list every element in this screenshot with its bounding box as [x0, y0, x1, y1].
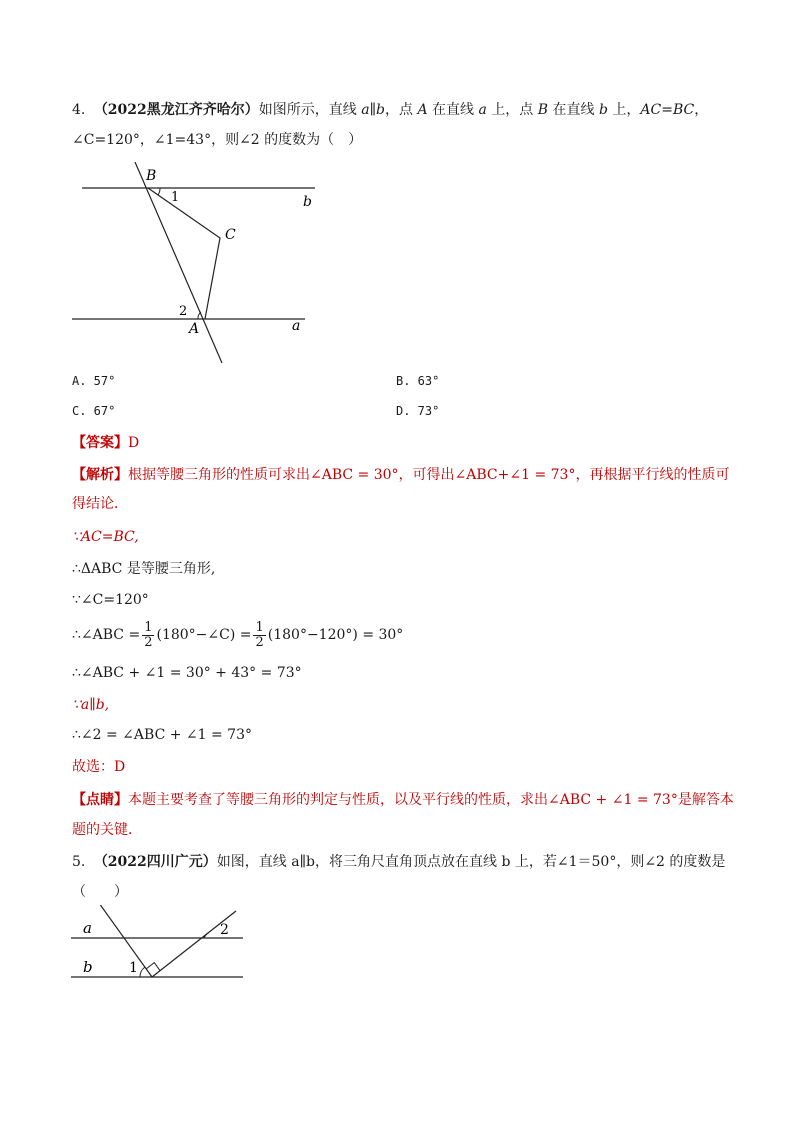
analysis-text: 根据等腰三角形的性质可求出∠ABC = 30°，可得出∠ABC+∠1 = 73°，再根据平行线的性质可 — [128, 467, 730, 483]
q4-step-2: ∴ΔABC 是等腰三角形, — [72, 561, 216, 577]
q4-option-c[interactable]: C. 67° — [72, 404, 116, 418]
q4-option-b[interactable]: B. 63° — [396, 374, 440, 388]
q4-conclusion — [72, 757, 125, 777]
q4-stem-text: 在直线 — [427, 102, 479, 118]
q4-stem-text: ， — [694, 102, 709, 118]
q4-stem-parallel: a∥b — [361, 102, 386, 118]
q4-step-1: ∵AC=BC, — [72, 529, 139, 545]
angle-1-arc — [158, 188, 160, 195]
fraction-half — [253, 621, 265, 650]
q4-stem-line2: ∠C=120°，∠1=43°，则∠2 的度数为（ ） — [72, 132, 363, 148]
right-angle-mark — [146, 963, 160, 971]
segments-bc-ca — [148, 188, 220, 319]
label-2: 2 — [179, 304, 188, 319]
label-A: A — [189, 321, 200, 337]
fraction-denominator: 2 — [255, 634, 264, 650]
step4-mid: (180°−∠C) = — [156, 627, 252, 643]
fraction-denominator: 2 — [144, 634, 153, 650]
conclusion-label: 故选： — [72, 759, 114, 775]
q4-stem-text: 上，点 — [486, 102, 538, 118]
answer-value: D — [128, 435, 140, 451]
angle-1-arc — [140, 967, 145, 977]
q4-answer — [72, 433, 139, 453]
q5-source: （2022四川广元） — [93, 854, 217, 870]
q4-step-4 — [72, 620, 403, 650]
q4-stem-condition: AC=BC — [640, 102, 695, 118]
q4-figure — [60, 155, 330, 370]
q4-comment-line2: 题的关键． — [72, 822, 142, 838]
q4-step-6: ∵a∥b, — [72, 697, 110, 713]
step4-lhs: ∴∠ABC = — [72, 627, 141, 643]
q4-stem-text: 上， — [607, 102, 641, 118]
q5-stem-line2: （ ） — [72, 884, 128, 900]
conclusion-value: D — [114, 759, 126, 775]
q4-stem-line: b — [598, 102, 608, 118]
q4-source: （2022黑龙江齐齐哈尔） — [93, 102, 259, 118]
q4-step-5: ∴∠ABC + ∠1 = 30° + 43° = 73° — [72, 665, 302, 681]
q4-comment-line1 — [72, 790, 734, 810]
q4-stem-point: B — [537, 102, 549, 118]
q4-option-d[interactable]: D. 73° — [396, 404, 440, 418]
q4-stem-text: ，点 — [385, 102, 418, 118]
step4-rhs: (180°−120°) = 30° — [267, 627, 404, 643]
label-a: a — [292, 318, 301, 334]
angle-2-arc — [198, 312, 201, 319]
q4-stem-text: 如图所示，直线 — [258, 102, 362, 118]
q4-stem-line1 — [72, 100, 708, 120]
label-2: 2 — [220, 922, 229, 938]
answer-tag: 【答案】 — [72, 435, 128, 451]
q4-analysis-line1 — [72, 465, 729, 485]
q4-step-3: ∵∠C=120° — [72, 592, 149, 608]
label-1: 1 — [171, 190, 180, 205]
label-C: C — [225, 227, 236, 243]
q4-stem-text: 在直线 — [548, 102, 599, 118]
comment-tag: 【点睛】 — [72, 792, 128, 808]
fraction-numerator: 1 — [255, 619, 264, 635]
q5-number: 5. — [72, 854, 86, 870]
label-1: 1 — [129, 960, 138, 976]
q5-figure — [65, 905, 250, 985]
label-B: B — [146, 168, 157, 184]
q4-stem-point: A — [417, 102, 428, 118]
q5-stem-text: 如图，直线 a∥b，将三角尺直角顶点放在直线 b 上，若∠1＝50°，则∠2 的度数是 — [216, 854, 726, 870]
triangle-leg-left — [99, 905, 152, 977]
q4-number: 4. — [72, 102, 86, 118]
label-b: b — [303, 194, 312, 210]
comment-text: 本题主要考查了等腰三角形的判定与性质，以及平行线的性质，求出∠ABC + ∠1 = 73°是解答本 — [128, 792, 734, 808]
q4-step-7: ∴∠2 = ∠ABC + ∠1 = 73° — [72, 727, 252, 743]
analysis-tag: 【解析】 — [72, 467, 128, 483]
label-a: a — [83, 919, 92, 937]
label-b: b — [83, 958, 93, 976]
triangle-leg-right — [152, 911, 236, 977]
q4-stem-line: a — [478, 102, 487, 118]
q5-stem-line1 — [72, 852, 725, 872]
q4-analysis-line2: 得结论． — [72, 496, 128, 512]
fraction-half — [142, 621, 154, 650]
fraction-numerator: 1 — [144, 619, 153, 635]
q4-option-a[interactable]: A. 57° — [72, 374, 116, 388]
